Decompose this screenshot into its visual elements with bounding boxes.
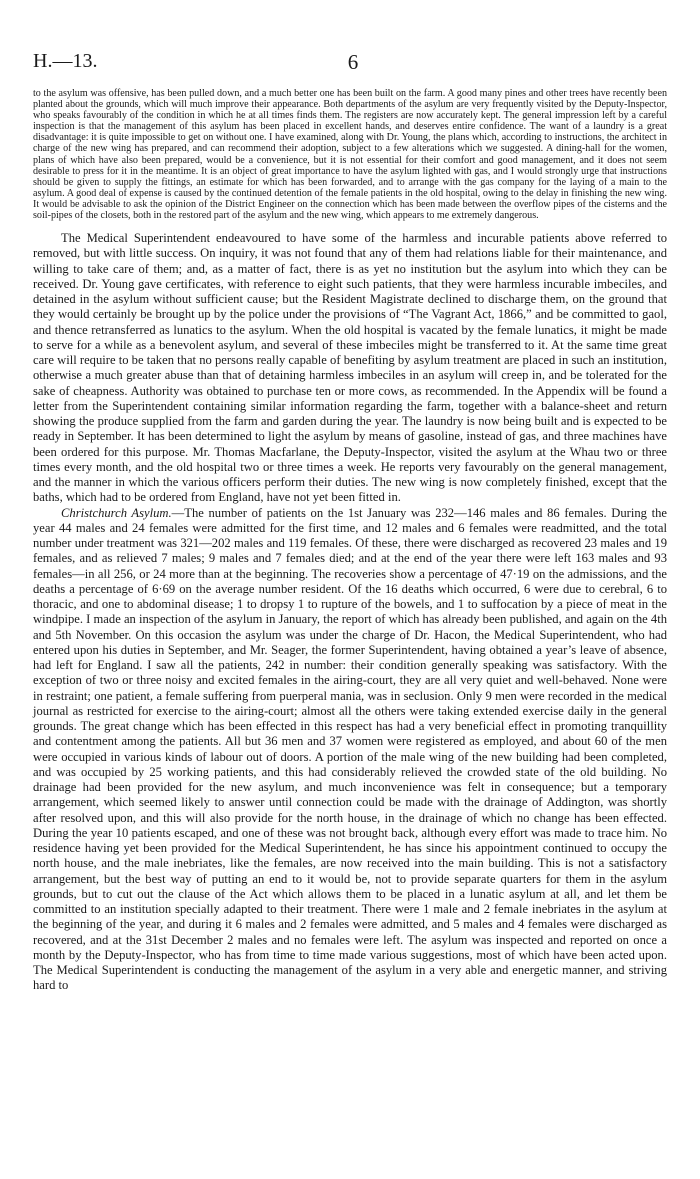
- body-text: [33, 88, 667, 994]
- christchurch-asylum-text: —The number of patients on the 1st January was 232—146 males and 86 females. During the year 44 males and 24 females were admitted for the first time, and 12 males and 6 females were readmitted, and the total number under treatment was 321—202 males and 119 females. Of these, there were discharged as recovered 23 males and 19 females, and as relieved 7 males; 9 males and 7 females died; and at the end of the year there were left 163 males and 93 females—in all 256, or 24 more than at the beginning. The recoveries show a percentage of 47·19 on the admissions, and the deaths a percentage of 6·69 on the average number resident. Of the 16 deaths which occurred, 6 were due to cerebral, 6 to thoracic, and one to abdominal disease; 1 to dropsy 1 to rupture of the bowels, and 1 to suffocation by a piece of meat in the windpipe. I made an inspection of the asylum in January, the report of which has already been published, and again on the 4th and 5th November. On this occasion the asylum was under the charge of Dr. Hacon, the Medical Superintendent, who had entered upon his duties in September, and Mr. Seager, the former Superintendent, having obtained a year’s leave of absence, had left for England. I saw all the patients, 242 in number: their condition generally speaking was satisfactory. With the exception of two or three noisy and excited females in the airing-court, they are all very quiet and well-behaved. None were in restraint; one patient, a female suffering from puerperal mania, was in seclusion. Only 9 men were recorded in the medical journal as restricted for exercise to the airing-court; almost all the others were taking extended exercise daily in the general grounds. The great change which has been effected in this respect has had a very beneficial effect in promoting tranquillity and contentment among the patients. All but 36 men and 37 women were registered as employed, and about 60 of the men were occupied in various kinds of labour out of doors. A portion of the male wing of the new building had been completed, and was occupied by 25 working patients, and this had considerably relieved the crowded state of the old building. No drainage had been provided for the new asylum, and much inconvenience was felt in consequence; but a temporary arrangement, which seemed likely to answer until connection could be made with the drainage of Addington, was shortly after resolved upon, and this will also provide for the north house, in the drainage of which no change has been effected. During the year 10 patients escaped, and one of these was not brought back, although every effort was made to trace him. No residence having yet been provided for the Medical Superintendent, he has since his appointment continued to occupy the north house, and the male inebriates, like the females, are now received into the main building. This is not a satisfactory arrangement, but the best way of putting an end to it would be, not to provide separate quarters for them in the asylum grounds, but to cut out the clause of the Act which allows them to be placed in a lunatic asylum at all, and let them be committed to an institution specially adapted to their treatment. There were 1 male and 2 female inebriates in the asylum at the beginning of the year, and during it 6 males and 2 females were admitted, and 5 males and 4 females were discharged as recovered, and at the 31st December 2 males and no females were left. The asylum was inspected and reported on once a month by the Deputy-Inspector, who has from time to time made various suggestions, most of which have been acted upon. The Medical Superintendent is conducting the management of the asylum in a very able and energetic manner, and striving hard to: [33, 505, 667, 993]
- page-header: [33, 50, 673, 76]
- paragraph-auckland-continued: to the asylum was offensive, has been pulled down, and a much better one has been built on the farm. A good many pines and other trees have recently been planted about the grounds, which will much improve their appearance. Both departments of the asylum are very frequently visited by the Deputy-Inspector, who speaks favourably of the condition in which he at all times finds them. The registers are now accurately kept. The general impression left by a careful inspection is that the management of this asylum has been placed in excellent hands, and deserves entire confidence. The want of a laundry is a great disadvantage: it is quite impossible to get on without one. I have examined, along with Dr. Young, the plans which, according to instructions, the architect in charge of the new wing has prepared, and can recommend their adoption, subject to a few alterations which we suggested. A dining-hall for the women, plans of which have also been prepared, would be a convenience, but it is not essential for their comfort and good management, and it does not seem desirable to press for it in the meantime. It is an object of great importance to have the asylum lighted with gas, and I would strongly urge that instructions should be given to supply the fittings, an estimate for which has been forwarded, and to arrange with the gas company for the laying of a main to the asylum. A good deal of expense is caused by the continued detention of the female patients in the old hospital, owing to the delay in finishing the new wing. It would be advisable to ask the opinion of the District Engineer on the connection which has been made between the overflow pipes of the cisterns and the soil-pipes of the closets, both in the restored part of the asylum and the new wing, which appears to me extremely dangerous.: [33, 88, 667, 222]
- paragraph-harmless-patients: The Medical Superintendent endeavoured to have some of the harmless and incurable patients above referred to removed, but with little success. On inquiry, it was not found that any of them had relations liable for their maintenance, and willing to take care of them; and, as a matter of fact, there is as yet no institution but the asylum into which they can be received. Dr. Young gave certificates, with reference to eight such patients, that they were harmless incurable imbeciles, and detained in the asylum without sufficient cause; but the Resident Magistrate declined to discharge them, on the ground that they would certainly be brought up by the police under the provisions of “The Vagrant Act, 1866,” and be committed to gaol, and thence retransferred as lunatics to the asylum. When the old hospital is vacated by the female lunatics, it might be made to serve for a while as a benevolent asylum, and several of these imbeciles might be transferred to it. At the same time great care will require to be taken that no persons really capable of benefiting by asylum treatment are placed in such an institution, otherwise a much greater abuse than that of detaining harmless imbeciles in an asylum will creep in, and be tolerated for the sake of cheapness. Authority was obtained to purchase ten or more cows, as recommended. In the Appendix will be found a letter from the Superintendent containing similar information regarding the farm, together with a balance-sheet and return showing the produce supplied from the farm and garden during the year. The laundry is now being built and is expected to be ready in September. It has been determined to light the asylum by means of gasoline, instead of gas, and three machines have been ordered for this purpose. Mr. Thomas Macfarlane, the Deputy-Inspector, visited the asylum at the Whau two or three times every month, and the old hospital two or three times a week. He reports very favourably on the general management, and the manner in which the various officers perform their duties. The new wing is now completely finished, except that the baths, which had to be ordered from England, have not yet been fitted in.: [33, 231, 667, 505]
- page-number: 6: [347, 50, 359, 74]
- paragraph-christchurch-asylum: [33, 506, 667, 994]
- section-heading-christchurch-asylum: Christchurch Asylum.: [61, 505, 172, 520]
- document-reference: H.—13.: [33, 50, 98, 72]
